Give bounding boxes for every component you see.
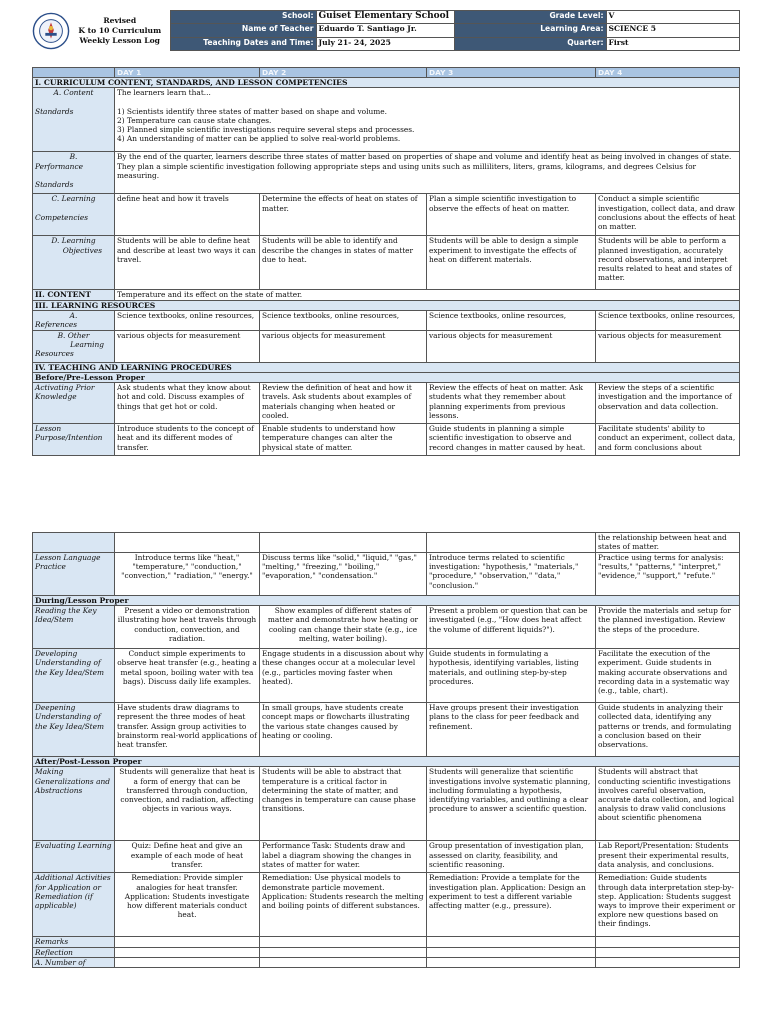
prior-knowledge-row — [33, 383, 740, 424]
lesson-log-page-2 — [32, 532, 739, 968]
number-day-4[interactable] — [596, 957, 740, 967]
reflection-day-2[interactable] — [260, 947, 427, 957]
teacher-value: Eduardo T. Santiago Jr. — [316, 24, 454, 37]
evaluating-day-4: Lab Report/Presentation: Students present their experimental results, data analysis, and conclusions. — [596, 841, 740, 873]
content-row — [33, 290, 740, 300]
dates-value: July 21- 24, 2025 — [316, 37, 454, 50]
other-resources-day-2: various objects for measurement — [260, 330, 427, 362]
day-header-row — [33, 68, 740, 78]
evaluating-row — [33, 841, 740, 873]
dates-label: Teaching Dates and Time: — [170, 37, 316, 50]
section-before: Before/Pre-Lesson Proper — [33, 373, 740, 383]
additional-day-3: Remediation: Provide a template for the investigation plan. Application: Design an experiment to test a different variable affecting matter (e.g., pressure). — [427, 873, 596, 937]
references-day-4: Science textbooks, online resources, — [596, 310, 740, 330]
header-title-block — [32, 11, 170, 51]
day-1-header: DAY 1 — [115, 68, 260, 78]
performance-standards-row — [33, 152, 740, 194]
references-label: A. References — [33, 310, 115, 330]
developing-row — [33, 649, 740, 703]
remarks-day-4[interactable] — [596, 937, 740, 947]
objective-day-1: Students will be able to define heat and describe at least two ways it can travel. — [115, 236, 260, 290]
developing-label: Developing Understanding of the Key Idea/Stem — [33, 649, 115, 703]
deepening-day-2: In small groups, have students create concept maps or flowcharts illustrating the various state changes caused by heating or cooling. — [260, 703, 427, 757]
prior-knowledge-day-3: Review the effects of heat on matter. Ask students what they remember about planning experiments from previous lessons. — [427, 383, 596, 424]
language-day-1: Introduce terms like "heat," "temperature," "conduction," "convection," "radiation," "energy." — [115, 553, 260, 596]
reading-day-2: Show examples of different states of matter and demonstrate how heating or cooling can change their state (e.g., ice melting, water boiling). — [260, 606, 427, 649]
content-standards-row — [33, 88, 740, 152]
deped-seal-icon — [32, 12, 70, 50]
reflection-day-3[interactable] — [427, 947, 596, 957]
section-resources: III. LEARNING RESOURCES — [33, 300, 740, 310]
competencies-row — [33, 194, 740, 236]
generalizations-day-1: Students will generalize that heat is a form of energy that can be transferred through conduction, convection, and radiation, affecting objects in various ways. — [115, 767, 260, 841]
prior-knowledge-day-2: Review the definition of heat and how it travels. Ask students about examples of materials changing when heated or cooled. — [260, 383, 427, 424]
reflection-day-4[interactable] — [596, 947, 740, 957]
quarter-value: First — [606, 37, 739, 50]
competency-day-1: define heat and how it travels — [115, 194, 260, 236]
developing-day-3: Guide students in formulating a hypothesis, identifying variables, listing materials, and outlining step-by-step procedures. — [427, 649, 596, 703]
reading-day-1: Present a video or demonstration illustrating how heat travels through conduction, convection, and radiation. — [115, 606, 260, 649]
day-2-header: DAY 2 — [260, 68, 427, 78]
title-line-3: Weekly Lesson Log — [79, 35, 160, 45]
references-row — [33, 310, 740, 330]
language-day-3: Introduce terms related to scientific investigation: "hypothesis," "materials," "procedure," "observation," "data," "conclusion." — [427, 553, 596, 596]
number-day-2[interactable] — [260, 957, 427, 967]
additional-day-1: Remediation: Provide simpler analogies for heat transfer. Application: Students investigate how different materials conduct heat. — [115, 873, 260, 937]
number-label: A. Number of — [33, 957, 115, 967]
day-3-header: DAY 3 — [427, 68, 596, 78]
day-4-header: DAY 4 — [596, 68, 740, 78]
other-resources-day-3: various objects for measurement — [427, 330, 596, 362]
language-label: Lesson Language Practice — [33, 553, 115, 596]
objective-day-2: Students will be able to identify and describe the changes in states of matter due to heat. — [260, 236, 427, 290]
number-row — [33, 957, 740, 967]
reading-row — [33, 606, 740, 649]
competency-day-2: Determine the effects of heat on states of matter. — [260, 194, 427, 236]
content-value: Temperature and its effect on the state of matter. — [115, 290, 740, 300]
deepening-day-1: Have students draw diagrams to represent the three modes of heat transfer. Assign group activities to brainstorm real-world applications of heat transfer. — [115, 703, 260, 757]
deepening-day-3: Have groups present their investigation plans to the class for peer feedback and refinement. — [427, 703, 596, 757]
section-curriculum: I. CURRICULUM CONTENT, STANDARDS, AND LESSON COMPETENCIES — [33, 78, 740, 88]
reading-day-4: Provide the materials and setup for the planned investigation. Review the steps of the procedure. — [596, 606, 740, 649]
content-standards-text: The learners learn that... 1) Scientists identify three states of matter based on shape and volume. 2) Temperature can cause state changes. 3) Planned simple scientific investigations require several steps and processes. 4) An understanding of matter can be applied to solve real-world problems. — [115, 88, 740, 152]
section-procedures: IV. TEACHING AND LEARNING PROCEDURES — [33, 362, 740, 372]
quarter-label: Quarter: — [454, 37, 606, 50]
reflection-label: Reflection — [33, 947, 115, 957]
additional-row — [33, 873, 740, 937]
remarks-day-2[interactable] — [260, 937, 427, 947]
other-resources-label: B. Other Learning Resources — [33, 330, 115, 362]
section-content: II. CONTENT — [33, 290, 115, 300]
reading-day-3: Present a problem or question that can be investigated (e.g., "How does heat affect the volume of different liquids?"). — [427, 606, 596, 649]
language-day-4: Practice using terms for analysis: "results," "patterns," "interpret," "evidence," "support," "refute." — [596, 553, 740, 596]
section-after: After/Post-Lesson Proper — [33, 757, 740, 767]
purpose-row-part-2 — [33, 533, 740, 553]
language-row — [33, 553, 740, 596]
header-table — [32, 10, 740, 51]
generalizations-day-2: Students will be able to abstract that temperature is a critical factor in determining the state of matter, and changes in temperature can cause phase transitions. — [260, 767, 427, 841]
reflection-row — [33, 947, 740, 957]
other-resources-day-1: various objects for measurement — [115, 330, 260, 362]
evaluating-day-3: Group presentation of investigation plan, assessed on clarity, feasibility, and scientific reasoning. — [427, 841, 596, 873]
references-day-2: Science textbooks, online resources, — [260, 310, 427, 330]
objectives-label: D. Learning Objectives — [33, 236, 115, 290]
evaluating-day-1: Quiz: Define heat and give an example of each mode of heat transfer. — [115, 841, 260, 873]
lesson-table-page-1 — [32, 67, 740, 456]
other-resources-row — [33, 330, 740, 362]
purpose-day-4-part-2: the relationship between heat and states of matter. — [596, 533, 740, 553]
additional-label: Additional Activities for Application or Remediation (if applicable) — [33, 873, 115, 937]
references-day-1: Science textbooks, online resources, — [115, 310, 260, 330]
additional-day-2: Remediation: Use physical models to demonstrate particle movement. Application: Students research the melting and boiling points of different substances. — [260, 873, 427, 937]
section-during: During/Lesson Proper — [33, 596, 740, 606]
school-value: Guiset Elementary School — [316, 11, 454, 24]
objective-day-3: Students will be able to design a simple experiment to investigate the effects of heat on different materials. — [427, 236, 596, 290]
area-label: Learning Area: — [454, 24, 606, 37]
school-label: School: — [170, 11, 316, 24]
purpose-label: Lesson Purpose/Intention — [33, 424, 115, 456]
deepening-label: Deepening Understanding of the Key Idea/Stem — [33, 703, 115, 757]
references-day-3: Science textbooks, online resources, — [427, 310, 596, 330]
performance-standards-text: By the end of the quarter, learners describe three states of matter based on properties of shape and volume and identify heat as being involved in changes of state. They plan a simple scientific investigation following appropriate steps and using units such as milliliters, liters, grams, kilograms, and degrees Celsius for measuring. — [115, 152, 740, 194]
remarks-label: Remarks — [33, 937, 115, 947]
developing-day-4: Facilitate the execution of the experiment. Guide students in making accurate observations and recording data in a systematic way (e.g., table, chart). — [596, 649, 740, 703]
number-day-1[interactable] — [115, 957, 260, 967]
teacher-label: Name of Teacher — [170, 24, 316, 37]
performance-standards-label: B. Performance Standards — [33, 152, 115, 194]
prior-knowledge-day-4: Review the steps of a scientific investigation and the importance of observation and data collection. — [596, 383, 740, 424]
lesson-table-page-2 — [32, 532, 740, 968]
purpose-day-4-part-1: Facilitate students' ability to conduct an experiment, collect data, and form conclusions about — [596, 424, 740, 456]
content-standards-label: A. Content Standards — [33, 88, 115, 152]
reading-label: Reading the Key Idea/Stem — [33, 606, 115, 649]
other-resources-day-4: various objects for measurement — [596, 330, 740, 362]
prior-knowledge-label: Activating Prior Knowledge — [33, 383, 115, 424]
competency-day-4: Conduct a simple scientific investigation, collect data, and draw conclusions about the effects of heat on matter. — [596, 194, 740, 236]
generalizations-day-4: Students will abstract that conducting scientific investigations involves careful observation, accurate data collection, and logical analysis to draw valid conclusions about scientific phenomena — [596, 767, 740, 841]
grade-value: V — [606, 11, 739, 24]
reflection-day-1[interactable] — [115, 947, 260, 957]
purpose-day-3: Guide students in planning a simple scientific investigation to observe and record changes in matter caused by heat. — [427, 424, 596, 456]
generalizations-label: Making Generalizations and Abstractions — [33, 767, 115, 841]
evaluating-day-2: Performance Task: Students draw and label a diagram showing the changes in states of matter for water. — [260, 841, 427, 873]
number-day-3[interactable] — [427, 957, 596, 967]
additional-day-4: Remediation: Guide students through data interpretation step-by-step. Application: Students suggest ways to improve their experiment or explore new questions based on their findings. — [596, 873, 740, 937]
objectives-row — [33, 236, 740, 290]
purpose-day-1: Introduce students to the concept of heat and its different modes of transfer. — [115, 424, 260, 456]
grade-label: Grade Level: — [454, 11, 606, 24]
competencies-label: C. Learning Competencies — [33, 194, 115, 236]
title-line-2: K to 10 Curriculum — [78, 25, 162, 35]
deepening-day-4: Guide students in analyzing their collected data, identifying any patterns or trends, and formulating a conclusion based on their observations. — [596, 703, 740, 757]
remarks-day-3[interactable] — [427, 937, 596, 947]
title-line-1: Revised — [103, 15, 137, 25]
remarks-day-1[interactable] — [115, 937, 260, 947]
language-day-2: Discuss terms like "solid," "liquid," "gas," "melting," "freezing," "boiling," "evaporation," "condensation." — [260, 553, 427, 596]
developing-day-1: Conduct simple experiments to observe heat transfer (e.g., heating a metal spoon, boiling water with tea bags). Discuss daily life examples. — [115, 649, 260, 703]
area-value: SCIENCE 5 — [606, 24, 739, 37]
generalizations-row — [33, 767, 740, 841]
deepening-row — [33, 703, 740, 757]
objective-day-4: Students will be able to perform a planned investigation, accurately record observations, and interpret results related to heat and states of matter. — [596, 236, 740, 290]
developing-day-2: Engage students in a discussion about why these changes occur at a molecular level (e.g., particles moving faster when heated). — [260, 649, 427, 703]
remarks-row — [33, 937, 740, 947]
purpose-row-part-1 — [33, 424, 740, 456]
competency-day-3: Plan a simple scientific investigation to observe the effects of heat on matter. — [427, 194, 596, 236]
prior-knowledge-day-1: Ask students what they know about hot and cold. Discuss examples of things that get hot or cold. — [115, 383, 260, 424]
lesson-log-page-1 — [32, 10, 739, 456]
purpose-day-2: Enable students to understand how temperature changes can alter the physical state of matter. — [260, 424, 427, 456]
evaluating-label: Evaluating Learning — [33, 841, 115, 873]
generalizations-day-3: Students will generalize that scientific investigations involve systematic planning, including formulating a hypothesis, identifying variables, and outlining a clear procedure to answer a scientific question. — [427, 767, 596, 841]
